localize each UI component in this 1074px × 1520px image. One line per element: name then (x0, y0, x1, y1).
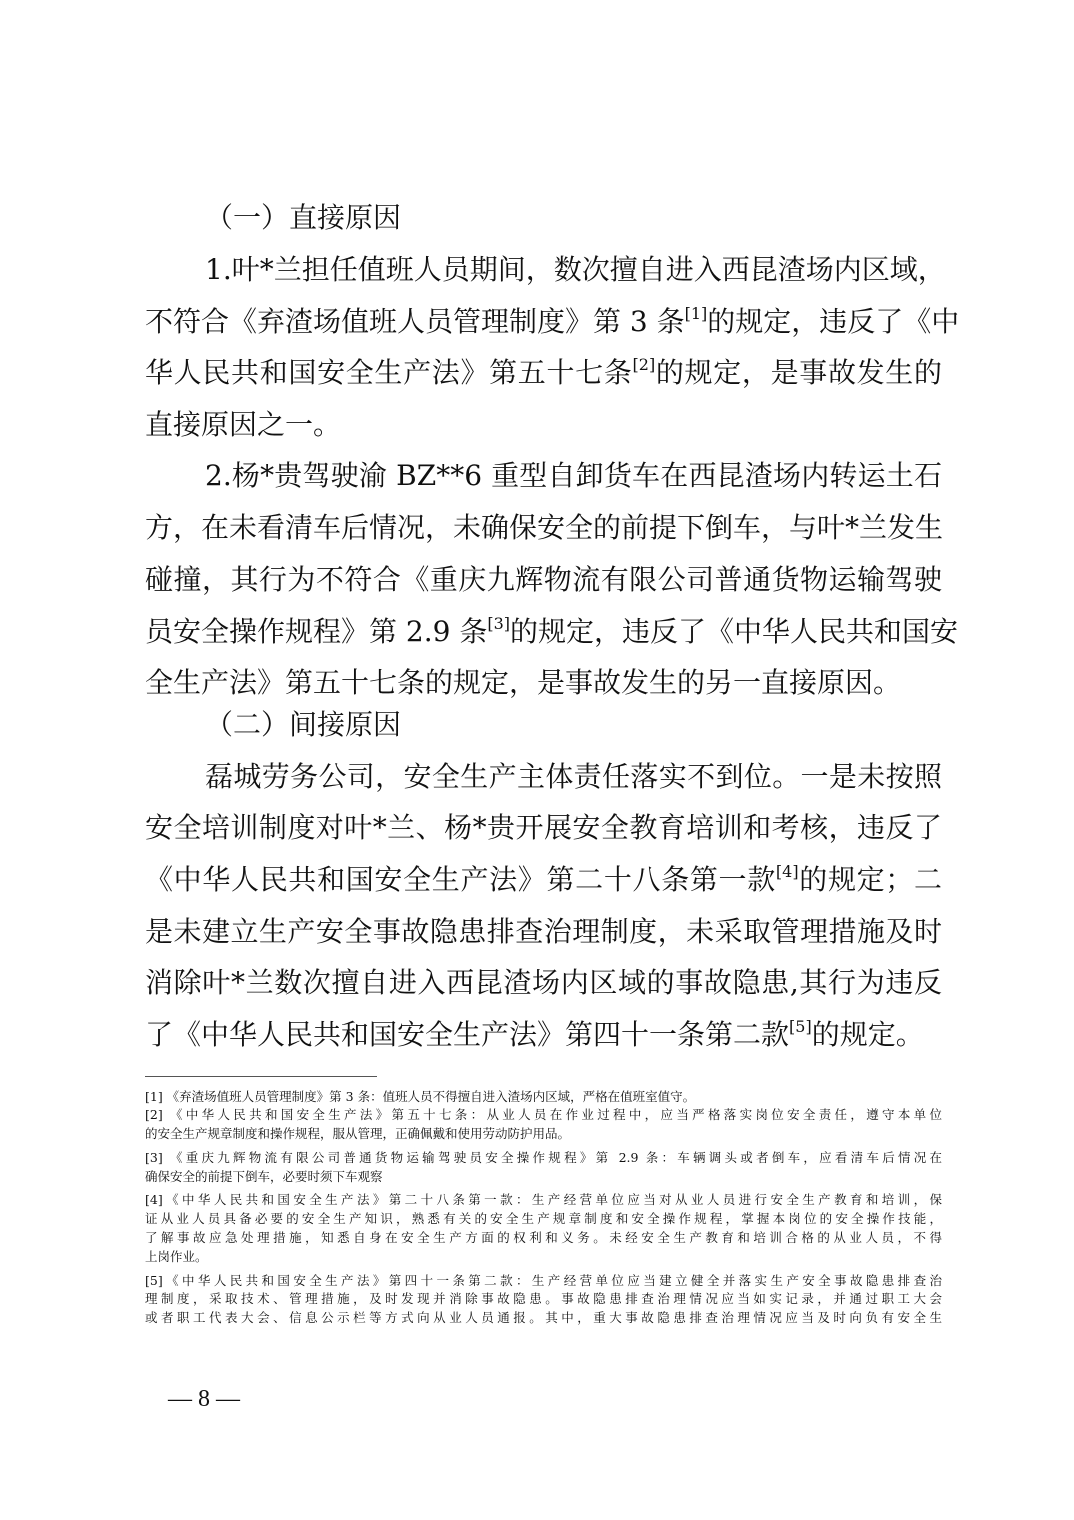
text-run: 消除叶*兰数次擅自进入西昆渣场内区域的事故隐患,其行为违反 (145, 966, 942, 999)
text-run: 安全培训制度对叶*兰、杨*贵开展安全教育培训和考核，违反了 (145, 811, 942, 844)
body-line (205, 198, 942, 238)
footnote-line: 理制度，采取技术、管理措施，及时发现并消除事故隐患。事故隐患排查治理情况应当如实记录，并通过职工大会 (145, 1291, 942, 1306)
text-run: 的规定，违反了《中华人民共和国安 (510, 615, 959, 648)
text-run: 的规定。 (811, 1018, 924, 1051)
text-run: 不符合《弃渣场值班人员管理制度》第 3 条 (145, 305, 685, 338)
text-run: 全生产法》第五十七条的规定，是事故发生的另一直接原因。 (145, 666, 902, 699)
text-run: 2.杨*贵驾驶渝 BZ**6 重型自卸货车在西昆渣场内转运土石 (205, 459, 942, 492)
text-run: 方，在未看清车后情况，未确保安全的前提下倒车，与叶*兰发生 (145, 511, 944, 544)
footnote-line: 证从业人员具备必要的安全生产知识，熟悉有关的安全生产规章制度和安全操作规程，掌握本岗位的安全操作技能， (145, 1211, 942, 1226)
body-line (205, 250, 946, 290)
footnote-line: 上岗作业。 (145, 1249, 208, 1264)
footnote-line: [1] 《弃渣场值班人员管理制度》第 3 条：值班人员不得擅自进入渣场内区域，严格在值班室值守。 (145, 1089, 696, 1104)
footnote-ref: [5] (789, 1017, 812, 1036)
footnote-line: [3] 《重庆九辉物流有限公司普通货物运输驾驶员安全操作规程》第 2.9 条：车辆调头或者倒车，应看清车后情况在 (145, 1150, 942, 1165)
text-run: 了《中华人民共和国安全生产法》第四十一条第二款 (145, 1018, 790, 1051)
body-line (145, 353, 942, 393)
body-line (205, 705, 942, 745)
page-number: — 8 — (168, 1386, 240, 1412)
footnote-line: [5]《中华人民共和国安全生产法》第四十一条第二款：生产经营单位应当建立健全并落实生产安全事故隐患排查治 (145, 1273, 942, 1288)
text-run: 直接原因之一。 (145, 408, 342, 441)
footnote-line: 了解事故应急处理措施，知悉自身在安全生产方面的权利和义务。未经安全生产教育和培训合格的从业人员，不得 (145, 1230, 942, 1245)
body-line (145, 860, 942, 900)
body-line (205, 456, 942, 496)
footnote-line: [4]《中华人民共和国安全生产法》第二十八条第一款：生产经营单位应当对从业人员进行安全生产教育和培训，保 (145, 1192, 942, 1207)
text-run: 的规定，是事故发生的 (655, 356, 942, 389)
footnote-ref: [3] (487, 614, 511, 633)
body-line (205, 757, 942, 797)
footnote-line: [2] 《中华人民共和国安全生产法》第五十七条：从业人员在作业过程中，应当严格落实岗位安全责任，遵守本单位 (145, 1107, 942, 1122)
footnote-ref: [1] (684, 304, 708, 323)
body-line (145, 1015, 942, 1055)
body-line (145, 405, 942, 445)
text-run: 的规定，违反了《中 (707, 305, 960, 338)
footnote-separator (145, 1076, 377, 1077)
footnote-ref: [4] (775, 862, 799, 881)
body-line (145, 808, 942, 848)
body-line (145, 560, 942, 600)
footnote-line: 的安全生产规章制度和操作规程，服从管理，正确佩戴和使用劳动防护用品。 (145, 1126, 571, 1141)
footnote-ref: [2] (632, 355, 656, 374)
text-run: （一）直接原因 (205, 201, 402, 234)
text-run: 1.叶*兰担任值班人员期间，数次擅自进入西昆渣场内区域， (205, 253, 946, 286)
footnote-line: 或者职工代表大会、信息公示栏等方式向从业人员通报。其中，重大事故隐患排查治理情况应当及时向负有安全生 (145, 1310, 942, 1325)
text-run: 《中华人民共和国安全生产法》第二十八条第一款 (145, 863, 776, 896)
body-line (145, 508, 942, 548)
footnote-line: 确保安全的前提下倒车，必要时须下车观察 (145, 1169, 383, 1184)
text-run: （二）间接原因 (205, 708, 402, 741)
text-run: 的规定；二 (798, 863, 942, 896)
body-line (145, 912, 942, 952)
text-run: 是未建立生产安全事故隐患排查治理制度，未采取管理措施及时 (145, 915, 942, 948)
body-line (145, 963, 942, 1003)
text-run: 华人民共和国安全生产法》第五十七条 (145, 356, 633, 389)
body-line (145, 663, 942, 703)
body-line (145, 612, 959, 652)
text-run: 磊城劳务公司，安全生产主体责任落实不到位。一是未按照 (205, 760, 942, 793)
text-run: 员安全操作规程》第 2.9 条 (145, 615, 488, 648)
text-run: 碰撞，其行为不符合《重庆九辉物流有限公司普通货物运输驾驶 (145, 563, 942, 596)
body-line (145, 302, 960, 342)
